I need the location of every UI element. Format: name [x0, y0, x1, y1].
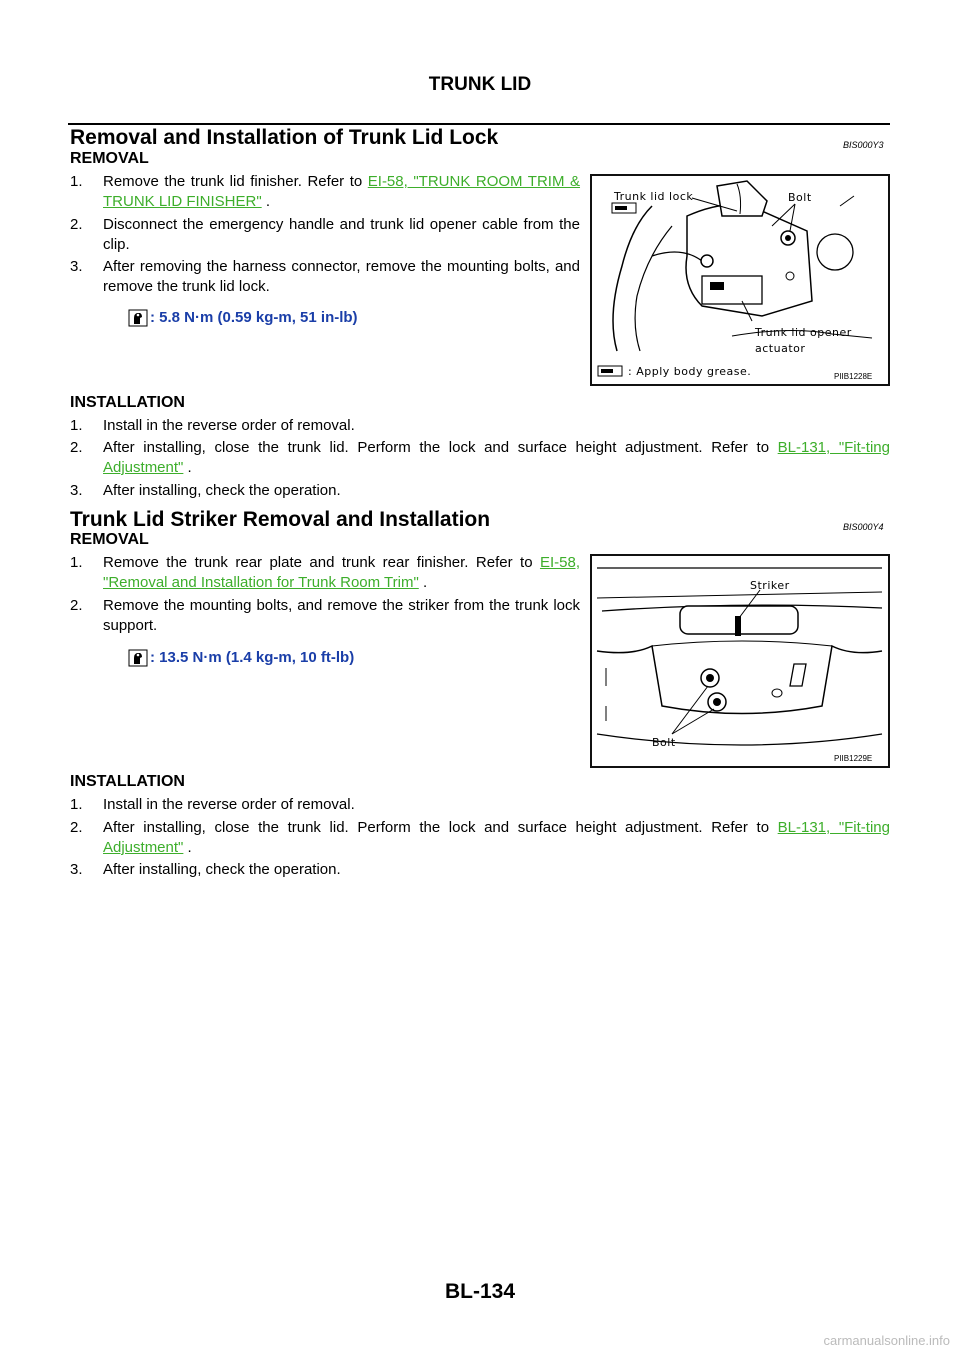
label-apply-grease: : Apply body grease.	[628, 365, 752, 378]
figure-id-2: PIIB1229E	[834, 754, 873, 763]
torque-spec-lock: : 5.8 N·m (0.59 kg-m, 51 in-lb)	[150, 309, 358, 326]
label-bolt-2: Bolt	[652, 736, 676, 749]
section-title-lock: Removal and Installation of Trunk Lid Lock	[70, 126, 499, 149]
subhead-installation-2: INSTALLATION	[70, 773, 185, 790]
label-opener-line2: actuator	[755, 342, 806, 355]
page-header: TRUNK LID	[428, 74, 532, 95]
page-number: BL-134	[444, 1280, 516, 1303]
install-2-2: 2. After installing, close the trunk lid. Perform the lock and surface height adjustment. Refer to BL-131, "Fit-ting Adjustment" .	[70, 819, 890, 856]
install-1-2: 2. After installing, close the trunk lid. Perform the lock and surface height adjustment. Refer to BL-131, "Fit-ting Adjustment" .	[70, 439, 890, 476]
section-title-striker: Trunk Lid Striker Removal and Installation	[70, 508, 491, 531]
subhead-removal-1: REMOVAL	[70, 150, 149, 167]
label-bolt-1: Bolt	[788, 191, 812, 204]
install-2-3: 3. After installing, check the operation.	[70, 861, 341, 878]
install-1-1: 1. Install in the reverse order of removal.	[70, 417, 355, 434]
link-bl131-fitting-adjustment-2[interactable]: BL-131, "Fit-ting Adjustment"	[103, 819, 890, 856]
label-striker: Striker	[750, 579, 790, 592]
section-code-striker: BIS000Y4	[843, 522, 884, 532]
link-bl131-fitting-adjustment-1[interactable]: BL-131, "Fit-ting Adjustment"	[103, 439, 890, 476]
watermark: carmanualsonline.info	[823, 1333, 950, 1348]
step-2-1: 1. Remove the trunk rear plate and trunk rear finisher. Refer to EI-58, "Removal and Installation for Trunk Room Trim" .	[70, 554, 580, 591]
header-rule	[68, 123, 890, 125]
subhead-installation-1: INSTALLATION	[70, 394, 185, 411]
step-1-2: 2. Disconnect the emergency handle and trunk lid opener cable from the clip.	[70, 216, 580, 253]
torque-spec-striker: : 13.5 N·m (1.4 kg-m, 10 ft-lb)	[150, 649, 355, 666]
install-1-3: 3. After installing, check the operation.	[70, 482, 341, 499]
label-opener-line1: Trunk lid opener	[755, 326, 852, 339]
link-ei58-trunk-room-trim-2[interactable]: EI-58, "Removal and Installation for Trunk Room Trim"	[103, 554, 580, 591]
label-trunk-lid-lock: Trunk lid lock	[614, 190, 694, 203]
torque-wrench-icon	[128, 649, 148, 672]
step-1-1: 1. Remove the trunk lid finisher. Refer to EI-58, "TRUNK ROOM TRIM & TRUNK LID FINISHER" .	[70, 173, 581, 210]
figure-trunk-lid-lock	[590, 174, 890, 386]
step-2-2: 2. Remove the mounting bolts, and remove the striker from the trunk lock support.	[70, 597, 580, 634]
step-1-3: 3. After removing the harness connector, remove the mounting bolts, and remove the trunk lid lock.	[70, 258, 580, 295]
figure-trunk-lid-striker	[590, 554, 890, 768]
subhead-removal-2: REMOVAL	[70, 531, 149, 548]
figure-id-1: PIIB1228E	[834, 372, 873, 381]
torque-wrench-icon	[128, 309, 148, 332]
install-2-1: 1. Install in the reverse order of removal.	[70, 796, 355, 813]
section-code-lock: BIS000Y3	[843, 140, 884, 150]
link-ei58-trunk-room-trim[interactable]: EI-58, "TRUNK ROOM TRIM & TRUNK LID FINISHER"	[103, 173, 581, 210]
